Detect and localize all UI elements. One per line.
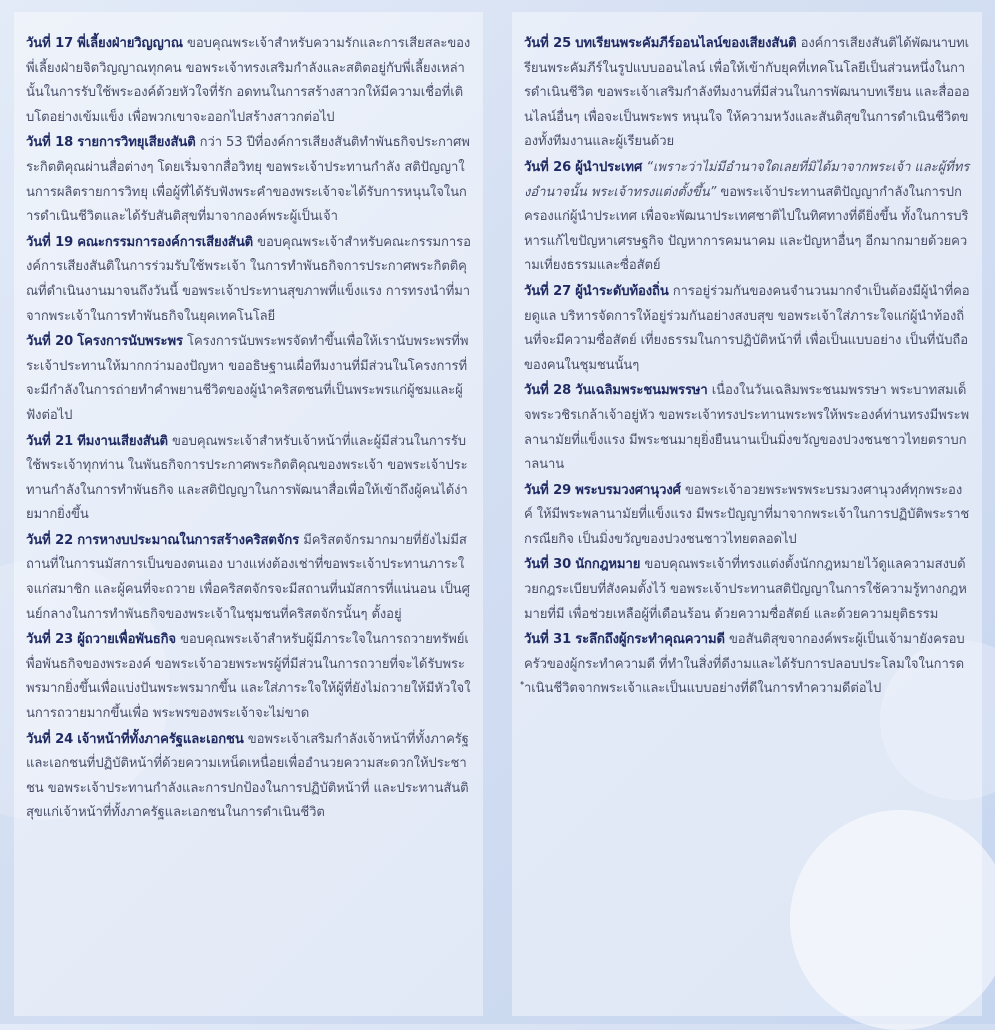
entry-body: องค์การเสียงสันติได้พัฒนาบทเรียนพระคัมภีร์ในรูปแบบออนไลน์ เพื่อให้เข้ากับยุคที่เทคโนโลยีเป็นส่วนหนึ่งในการดำเนินชีวิต ขอพระเจ้าเสริมกำลังทีมงานที่มีส่วนในการพัฒนาบทเรียน และสื่อออนไลน์อื่นๆ เพื่อจะเป็นพระพร หนุนใจ ให้ความหวังและสันติสุขในการดำเนินชีวิตของทั้งทีมงานและผู้เรียนด้วย — [524, 36, 970, 150]
entry-title: การหางบประมาณในการสร้างคริสตจักร — [77, 532, 300, 548]
entry-body: ขอพระเจ้าอวยพระพรพระบรมวงศานุวงศ์ทุกพระองค์ ให้มีพระพลานามัยที่แข็งแรง มีพระปัญญาที่มาจากพระเจ้าในการปฏิบัติพระราชกรณียกิจ เป็นมิ่งขวัญของปวงชนชาวไทยตลอดไป — [524, 482, 970, 547]
entry-title: รายการวิทยุเสียงสันติ — [77, 135, 196, 151]
entry-title: ผู้ถวายเพื่อพันธกิจ — [77, 632, 177, 648]
entry-title: ผู้นำระดับท้องถิ่น — [575, 283, 669, 299]
entry-body: ขอบคุณพระเจ้าสำหรับเจ้าหน้าที่และผู้มีส่วนในการรับใช้พระเจ้าทุกท่าน ในพันธกิจการประกาศพระกิตติคุณของพระเจ้า ขอพระเจ้าประทานกำลังในการทำพันธกิจ และสติปัญญาในการพัฒนาสื่อเพื่อให้เข้าถึงผู้คนได้ง่ายมากยิ่งขึ้น — [26, 433, 468, 523]
entry-title: วันเฉลิมพระชนมพรรษา — [575, 383, 708, 399]
prayer-entry — [524, 479, 970, 553]
entry-day: วันที่ 23 — [26, 632, 74, 648]
prayer-entry — [26, 131, 471, 229]
entry-quote: “เพราะว่าไม่มีอำนาจใดเลยที่มิได้มาจากพระเจ้า และผู้ที่ทรงอำนาจนั้น พระเจ้าทรงแต่งตั้งขึ้น” — [524, 159, 970, 200]
entry-day: วันที่ 19 — [26, 234, 74, 250]
entry-day: วันที่ 27 — [524, 283, 572, 299]
entry-body: ขอบคุณพระเจ้าสำหรับผู้มีภาระใจในการถวายทรัพย์เพื่อพันธกิจของพระองค์ ขอพระเจ้าอวยพระพรผู้ที่มีส่วนในการถวายที่จะได้รับพระพรมากยิ่งขึ้นเพื่อแบ่งปันพระพรมากขึ้น และใส่ภาระใจให้ผู้ที่ยังไม่ถวายให้มีหัวใจในการถวายมากขึ้นเพื่อ พระพรของพระเจ้าจะไม่ขาด — [26, 632, 471, 722]
entry-day: วันที่ 22 — [26, 532, 74, 548]
entry-title: พี่เลี้ยงฝ่ายวิญญาณ — [77, 36, 183, 51]
entry-title: เจ้าหน้าที่ทั้งภาครัฐและเอกชน — [77, 731, 244, 747]
entry-day: วันที่ 20 — [26, 334, 74, 350]
entry-body: เนื่องในวันเฉลิมพระชนมพรรษา พระบาทสมเด็จพระวชิรเกล้าเจ้าอยู่หัว ขอพระเจ้าทรงประทานพระพรให้พระองค์ท่านทรงมีพระพลานามัยที่แข็งแรง มีพระชนมายุยิ่งยืนนานเป็นมิ่งขวัญของปวงชนชาวไทยตราบกาลนาน — [524, 383, 970, 473]
entry-day: วันที่ 30 — [524, 557, 572, 573]
entry-body: กว่า 53 ปีที่องค์การเสียงสันติทำพันธกิจประกาศพระกิตติคุณผ่านสื่อต่างๆ โดยเริ่มจากสื่อวิทยุ ขอพระเจ้าประทานกำลัง สติปัญญาในการผลิตรายการวิทยุ เพื่อผู้ที่ได้รับฟังพระคำของพระเจ้าจะได้รับการหนุนใจในการดำเนินชีวิตและได้รับสันติสุขที่มาจากองค์พระผู้เป็นเจ้า — [26, 135, 470, 225]
entry-body: โครงการนับพระพรจัดทำขึ้นเพื่อให้เรานับพระพรที่พระเจ้าประทานให้มากกว่ามองปัญหา ขออธิษฐานเผื่อทีมงานที่มีส่วนในโครงการที่จะมีกำลังในการถ่ายทำคำพยานชีวิตของผู้นำคริสตชนที่เป็นพระพรแก่ผู้ชมและผู้ฟังต่อไป — [26, 334, 469, 423]
entry-day: วันที่ 31 — [524, 632, 572, 648]
entry-day: วันที่ 17 — [26, 36, 74, 51]
entry-day: วันที่ 18 — [26, 135, 74, 151]
prayer-entry — [26, 32, 471, 130]
entry-day: วันที่ 24 — [26, 731, 74, 747]
prayer-entry — [26, 430, 471, 528]
entry-body: ขอบคุณพระเจ้าสำหรับความรักและการเสียสละของพี่เลี้ยงฝ่ายจิตวิญญาณทุกคน ขอพระเจ้าทรงเสริมกำลังและสติตอยู่กับพี่เลี้ยงเหล่านั้นในการรับใช้พระองค์ด้วยหัวใจที่รัก อดทนในการสร้างสาวกให้มีความเชื่อที่เติบโตอย่างเข้มแข็ง เพื่อพวกเขาจะออกไปสร้างสาวกต่อไป — [26, 36, 471, 125]
entry-title: ทีมงานเสียงสันติ — [77, 433, 168, 449]
entry-body: ขอบคุณพระเจ้าที่ทรงแต่งตั้งนักกฎหมายไว้ดูแลความสงบด้วยกฎระเบียบที่สังคมตั้งไว้ ขอพระเจ้าประทานสติปัญญาในการใช้ความรู้ทางกฎหมายที่มี เพื่อช่วยเหลือผู้ที่เดือนร้อน ด้วยความซื่อสัตย์ และด้วยความยุติธรรม — [524, 557, 967, 622]
entry-body: มีคริสตจักรมากมายที่ยังไม่มีสถานที่ในการนมัสการเป็นของตนเอง บางแห่งต้องเช่าที่ขอพระเจ้าประทานภาระใจแก่สมาชิก และผู้คนที่จะถวาย เพื่อคริสตจักรจะมีสถานที่นมัสการที่แน่นอน เป็นศูนย์กลางในการทำพันธกิจของพระเจ้าในชุมชนที่คริสตจักรนั้นๆ ตั้งอยู่ — [26, 532, 470, 622]
prayer-entry — [26, 728, 471, 826]
prayer-entry — [26, 330, 471, 428]
entry-day: วันที่ 25 — [524, 36, 572, 51]
entry-title: นักกฎหมาย — [575, 557, 641, 573]
prayer-entry — [524, 32, 970, 155]
prayer-entry — [524, 156, 970, 279]
entry-title: พระบรมวงศานุวงศ์ — [575, 482, 681, 498]
entry-body: ขอพระเจ้าเสริมกำลังเจ้าหน้าที่ทั้งภาครัฐและเอกชนที่ปฏิบัติหน้าที่ด้วยความเหน็ดเหนื่อยเพื่ออำนวยความสะดวกให้ประชาชน ขอพระเจ้าประทานกำลังและการปกป้องในการปฏิบัติหน้าที่ และประทานสันติสุขแก่เจ้าหน้าที่ทั้งภาครัฐและเอกชนในการดำเนินชีวิต — [26, 731, 469, 821]
left-prayer-column — [14, 12, 483, 1016]
entry-body: ขอสันติสุขจากองค์พระผู้เป็นเจ้ามายังครอบครัวของผู้กระทำความดี ที่ทำในสิ่งที่ดีงามและได้รับการปลอบประโลมใจในการดำเนินชีวิตจากพระเจ้าและเป็นแบบอย่างที่ดีในการทำความดีต่อไป — [524, 632, 965, 697]
entry-day: วันที่ 29 — [524, 482, 572, 498]
entry-body: ขอพระเจ้าประทานสติปัญญากำลังในการปกครองแก่ผู้นำประเทศ เพื่อจะพัฒนาประเทศชาติไปในทิศทางที่ดียิ่งขึ้น ทั้งในการบริหารแก้ไขปัญหาเศรษฐกิจ ปัญหาการคมนาคม และปัญหาอื่นๆ อีกมากมายด้วยความเที่ยงธรรมและซื่อสัตย์ — [524, 184, 969, 274]
prayer-entry — [524, 553, 970, 627]
entry-title: โครงการนับพระพร — [77, 334, 183, 350]
prayer-entry — [26, 529, 471, 627]
prayer-entry — [26, 231, 471, 329]
right-prayer-column — [512, 12, 982, 1016]
entry-title: ระลึกถึงผู้กระทำคุณความดี — [575, 632, 725, 648]
prayer-entry — [524, 379, 970, 477]
entry-body: การอยู่ร่วมกันของคนจำนวนมากจำเป็นต้องมีผู้นำที่คอยดูแล บริหารจัดการให้อยู่ร่วมกันอย่างสงบสุข ขอพระเจ้าใส่ภาระใจแก่ผู้นำท้องถิ่นที่จะมีความซื่อสัตย์ เที่ยงธรรมในการปฏิบัติหน้าที่ เพื่อเป็นแบบอย่าง เป็นที่นับถือของคนในชุมชนนั้นๆ — [524, 283, 970, 373]
prayer-entry — [524, 280, 970, 378]
entry-body: ขอบคุณพระเจ้าสำหรับคณะกรรมการองค์การเสียงสันติในการร่วมรับใช้พระเจ้า ในการทำพันธกิจการประกาศพระกิตติคุณที่ดำเนินงานมาจนถึงวันนี้ ขอพระเจ้าประทานสุขภาพที่แข็งแรง การทรงนำที่มาจากพระเจ้าในการทำพันธกิจในยุคเทคโนโลยี — [26, 234, 471, 324]
prayer-entry — [524, 628, 970, 702]
entry-day: วันที่ 28 — [524, 383, 572, 399]
prayer-entry — [26, 628, 471, 726]
entry-title: บทเรียนพระคัมภีร์ออนไลน์ของเสียงสันติ — [575, 36, 797, 51]
entry-day: วันที่ 21 — [26, 433, 74, 449]
entry-day: วันที่ 26 — [524, 159, 572, 175]
entry-title: ผู้นำประเทศ — [575, 159, 643, 175]
entry-title: คณะกรรมการองค์การเสียงสันติ — [77, 234, 254, 250]
